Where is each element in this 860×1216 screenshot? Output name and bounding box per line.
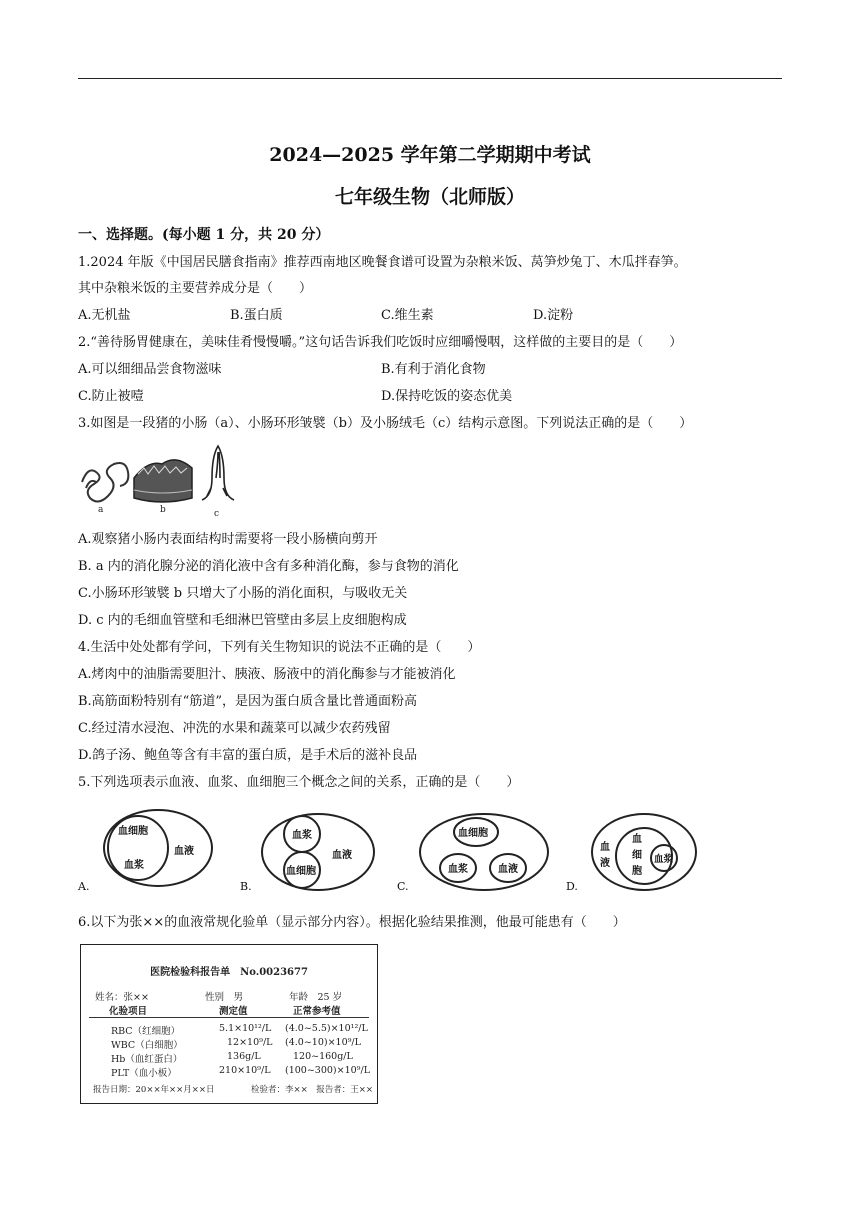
q2-stem: 2.“善待肠胃健康在，美味佳肴慢慢嚼。”这句话告诉我们吃饭时应细嚼慢咽，这样做的主要目的是（ ）: [78, 335, 683, 350]
report-row-item: WBC（白细胞）: [111, 1040, 183, 1051]
label-blood: 血液: [498, 864, 518, 875]
label-plasma: 血浆: [292, 830, 312, 841]
q5-stem: 5.下列选项表示血液、血浆、血细胞三个概念之间的关系，正确的是（ ）: [78, 775, 520, 790]
q2-option-c: C.防止被噎: [78, 389, 144, 404]
report-row-value: 210×10⁹/L: [219, 1065, 271, 1076]
label-blood: 血液: [332, 850, 352, 861]
report-row-ref: (4.0~5.5)×10¹²/L: [285, 1023, 368, 1034]
q1-option-c: C.维生素: [381, 308, 434, 323]
label-plasma: 血浆: [448, 864, 468, 875]
report-name: 姓名：张××: [95, 992, 149, 1003]
q3-option-a: A.观察猪小肠内表面结构时需要将一段小肠横向剪开: [78, 532, 378, 547]
label-blood-cell: 血细胞: [286, 866, 316, 877]
q6-stem: 6.以下为张××的血液常规化验单（显示部分内容）。根据化验结果推测，他最可能患有（ ）: [78, 915, 626, 930]
q4-option-b: B.高筋面粉特别有“筋道”，是因为蛋白质含量比普通面粉高: [78, 694, 417, 709]
venn-option-a: [100, 806, 220, 890]
label-blood-char2: 液: [600, 858, 610, 869]
lab-report: [80, 944, 378, 1104]
figure-label-a: a: [98, 505, 104, 515]
report-row-value: 12×10⁹/L: [227, 1037, 273, 1048]
section-heading: 一、选择题。(每小题 1 分，共 20 分）: [78, 227, 330, 243]
report-col-ref: 正常参考值: [293, 1006, 341, 1017]
intestinal-folds-drawing: [134, 460, 192, 502]
report-row-ref: (4.0~10)×10⁹/L: [285, 1037, 361, 1048]
report-row-ref: (100~300)×10⁹/L: [285, 1065, 371, 1076]
label-cell-char1: 血: [632, 834, 642, 845]
label-plasma: 血浆: [124, 860, 144, 871]
label-blood: 血液: [174, 846, 194, 857]
q4-stem: 4.生活中处处都有学问，下列有关生物知识的说法不正确的是（ ）: [78, 640, 481, 655]
q3-option-c: C.小肠环形皱襞 b 只增大了小肠的消化面积，与吸收无关: [78, 586, 408, 601]
small-intestine-drawing: [82, 463, 128, 502]
exam-title: 2024—2025 学年第二学期期中考试: [269, 144, 591, 166]
label-blood-char1: 血: [600, 842, 610, 853]
report-row-item: PLT（血小板）: [111, 1068, 177, 1079]
report-signers: 检验者：李×× 报告者：王××: [251, 1085, 373, 1095]
label-blood-cell: 血细胞: [458, 828, 488, 839]
report-col-value: 测定值: [219, 1006, 248, 1017]
q2-option-a: A.可以细细品尝食物滋味: [78, 362, 222, 377]
q4-option-d: D.鸽子汤、鲍鱼等含有丰富的蛋白质，是手术后的滋补良品: [78, 748, 418, 763]
q4-option-c: C.经过清水浸泡、冲洗的水果和蔬菜可以减少农药残留: [78, 721, 391, 736]
venn-option-b: [258, 812, 382, 896]
q1-stem-line2: 其中杂粮米饭的主要营养成分是（ ）: [78, 281, 313, 296]
report-title: 医院检验科报告单 No.0023677: [150, 967, 308, 978]
villus-drawing: [202, 446, 234, 500]
q5-option-d: D.: [566, 880, 578, 893]
q2-option-d: D.保持吃饭的姿态优美: [381, 389, 513, 404]
report-divider: [89, 1017, 369, 1018]
report-row-value: 5.1×10¹²/L: [219, 1023, 272, 1034]
label-plasma: 血浆: [654, 854, 674, 865]
q5-option-c: C.: [397, 880, 409, 893]
q5-option-b: B.: [240, 880, 252, 893]
q4-option-a: A.烤肉中的油脂需要胆汁、胰液、肠液中的消化酶参与才能被消化: [78, 667, 456, 682]
q3-option-d: D. c 内的毛细血管壁和毛细淋巴管壁由多层上皮细胞构成: [78, 613, 407, 628]
report-date: 报告日期：20××年××月××日: [93, 1085, 215, 1095]
report-row-item: RBC（红细胞）: [111, 1026, 181, 1037]
report-col-item: 化验项目: [109, 1006, 148, 1017]
report-age: 年龄 25 岁: [289, 992, 343, 1003]
label-cell-char3: 胞: [632, 866, 642, 877]
q2-option-b: B.有利于消化食物: [381, 362, 486, 377]
q3-option-b: B. a 内的消化腺分泌的消化液中含有多种消化酶，参与食物的消化: [78, 559, 459, 574]
q1-option-d: D.淀粉: [533, 308, 574, 323]
q5-option-a: A.: [78, 880, 90, 893]
q1-stem-line1: 1.2024 年版《中国居民膳食指南》推荐西南地区晚餐食谱可设置为杂粮米饭、莴笋炒兔丁、木瓜拌春笋。: [78, 255, 687, 270]
report-row-item: Hb（血红蛋白）: [111, 1054, 183, 1065]
report-row-ref: 120~160g/L: [293, 1051, 353, 1062]
report-sex: 性别 男: [205, 992, 244, 1003]
venn-option-c: [416, 810, 552, 894]
q1-option-a: A.无机盐: [78, 308, 131, 323]
label-cell-char2: 细: [632, 850, 642, 861]
q1-option-b: B.蛋白质: [230, 308, 283, 323]
q3-stem: 3.如图是一段猪的小肠（a）、小肠环形皱襞（b）及小肠绒毛（c）结构示意图。下列说法正确的是（ ）: [78, 416, 693, 431]
figure-label-c: c: [214, 509, 220, 519]
label-blood-cell: 血细胞: [118, 826, 148, 837]
report-row-value: 136g/L: [227, 1051, 261, 1062]
figure-label-b: b: [160, 505, 166, 515]
intestine-figure: [76, 438, 236, 520]
venn-option-d: [588, 810, 700, 894]
exam-subtitle: 七年级生物（北师版）: [334, 186, 525, 208]
header-rule: [78, 78, 782, 79]
